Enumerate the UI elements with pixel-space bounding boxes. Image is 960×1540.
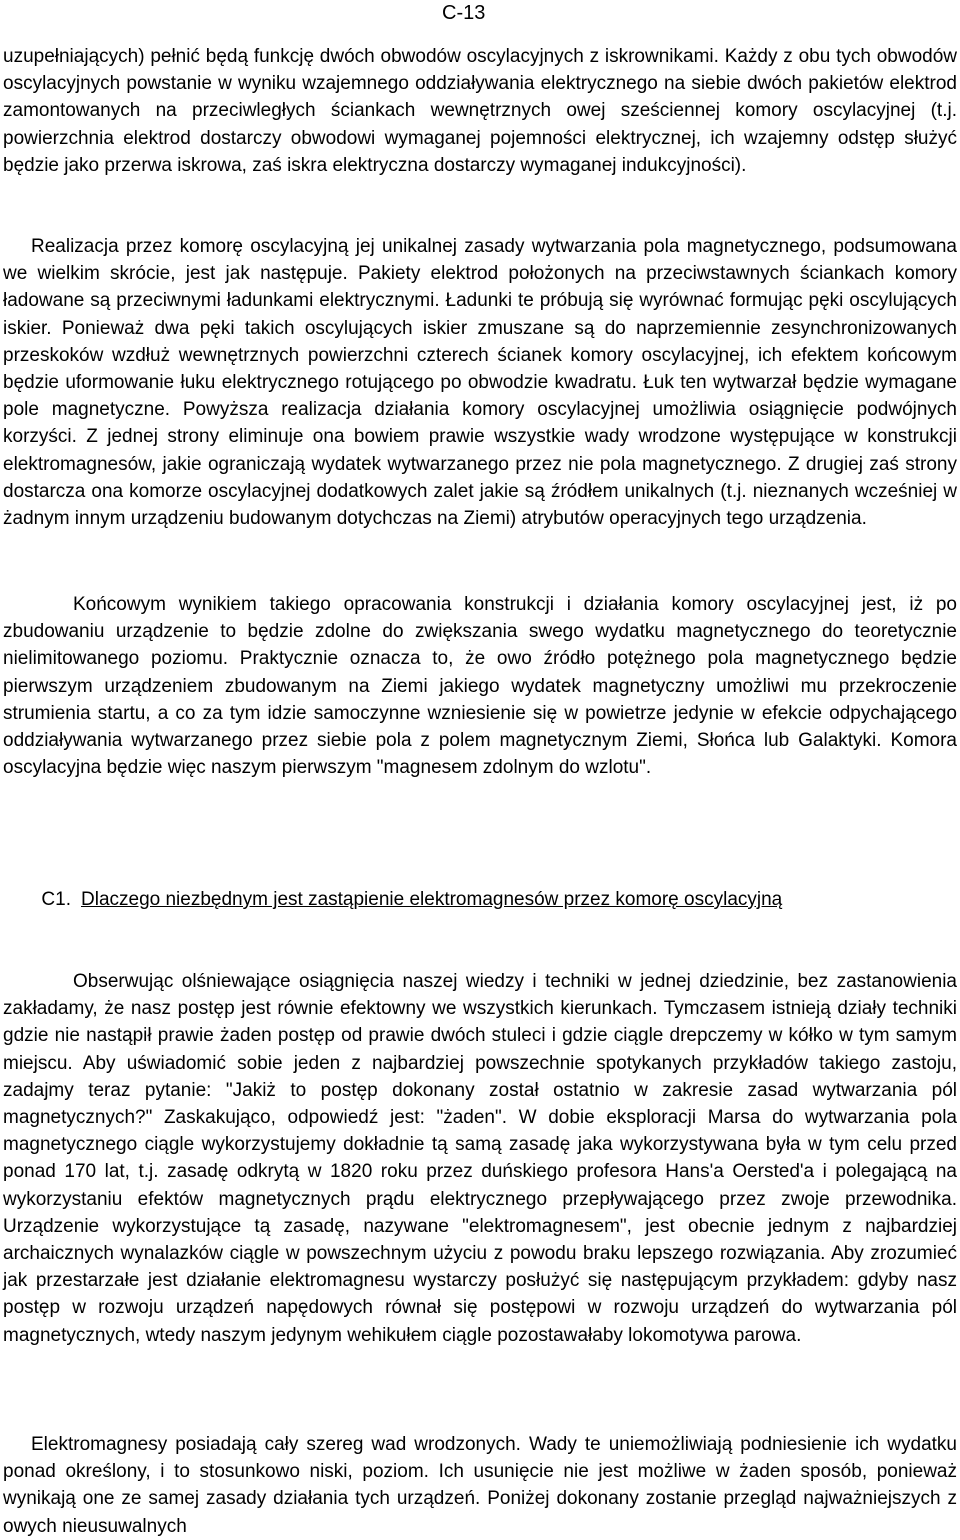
- paragraph-3: Końcowym wynikiem takiego opracowania konstrukcji i działania komory oscylacyjnej jest, iż po zbudowaniu urządzenie to będzie zdolne do zwiększania swego wydatku magnetycznego do teoretycznie nielimitowanego poziomu. Praktycznie oznacza to, że owo źródło potężnego pola magnetycznego będzie pierwszym urządzeniem zbudowanym na Ziemi jakiego wydatek magnetyczny umożliwi mu przekroczenie strumienia startu, a co za tym idzie samoczynne wzniesienie się w powietrze jedynie w efekcie odpychającego oddziaływania wytwarzanego przez siebie pola z polem magnetycznym Ziemi, Słońca lub Galaktyki. Komora oscylacyjna będzie więc naszym pierwszym "magnesem zdolnym do wzlotu".: [3, 594, 957, 779]
- paragraph-1: uzupełniających) pełnić będą funkcję dwóch obwodów oscylacyjnych z iskrownikami. Każdy z obu tych obwodów oscylacyjnych powstanie w wyniku wzajemnego oddziaływania elektrycznego na siebie dwóch pakietów elektrod zamontowanych na przeciwległych ściankach wewnętrznych owej sześciennej komory oscylacyjnej (t.j. powierzchnia elektrod dostarczy obwodowi wymaganej pojemności elektrycznej, ich wzajemny odstęp służyć będzie jako przerwa iskrowa, zaś iskra elektryczna dostarczy wymaganej indukcyjności).: [3, 46, 957, 176]
- paragraph-2: Realizacja przez komorę oscylacyjną jej unikalnej zasady wytwarzania pola magnetycznego, podsumowana we wielkim skrócie, jest jak następuje. Pakiety elektrod położonych na przeciwstawnych ściankach komory ładowane są przeciwnymi ładunkami elektrycznymi. Ładunki te próbują się wyrównać formując pęki oscylujących iskier. Ponieważ dwa pęki takich oscylujących iskier zmuszane są do naprzemiennie zesynchronizowanych przeskoków wzdłuż wewnętrznych powierzchni czterech ścianek komory oscylacyjnej, ich efektem końcowym będzie uformowanie łuku elektrycznego rotującego po obwodzie kwadratu. Łuk ten wytwarzał będzie wymagane pole magnetyczne. Powyższa realizacja działania komory oscylacyjnej umożliwia osiągnięcie podwójnych korzyści. Z jednej strony eliminuje ona bowiem prawie wszystkie wady wrodzone występujące w konstrukcji elektromagnesów, jakie ograniczają wydatek wytwarzanego przez nie pola magnetycznego. Z drugiej zaś strony dostarcza ona komorze oscylacyjnej dodatkowych zalet jakie są źródłem unikalnych (t.j. nieznanych wcześniej w żadnym innym urządzeniu budowanym dotychczas na Ziemi) atrybutów operacyjnych tego urządzenia.: [3, 236, 957, 530]
- paragraph-4: Obserwując olśniewające osiągnięcia naszej wiedzy i techniki w jednej dziedzinie, bez zastanowienia zakładamy, że nasz postęp jest równie efektowny we wszystkich kierunkach. Tymczasem istnieją działy techniki gdzie nie nastąpił prawie żaden postęp od prawie dwóch stuleci i gdzie ciągle drepczemy w kółko w tym samym miejscu. Aby uświadomić sobie jeden z najbardziej powszechnie spotykanych przykładów takiego zastoju, zadajmy teraz pytanie: "Jakiż to postęp dokonany został ostatnio w zakresie zasad wytwarzania pól magnetycznych?" Zaskakująco, odpowiedź jest: "żaden". W dobie eksploracji Marsa do wytwarzania pola magnetycznego ciągle wykorzystujemy dokładnie tą samą zasadę jaka wykorzystywana była w tym celu przed ponad 170 lat, t.j. zasadę odkrytą w 1820 roku przez duńskiego profesora Hans'a Oersted'a i polegającą na wykorzystaniu efektów magnetycznych prądu elektrycznego przepływającego przez zwoje przewodnika. Urządzenie wykorzystujące tą zasadę, nazywane "elektromagnesem", jest obecnie jednym z najbardziej archaicznych wynalazków ciągle w powszechnym użyciu z powodu braku lepszego rozwiązania. Aby zrozumieć jak przestarzałe jest działanie elektromagnesu wystarczy posłużyć się następującym przykładem: gdyby nasz postęp w rozwoju urządzeń napędowych równał się postępowi w rozwoju urządzeń do wytwarzania pól magnetycznych, wtedy naszym jedynym wehikułem ciągle pozostawałaby lokomotywa parowa.: [3, 971, 957, 1346]
- section-title: Dlaczego niezbędnym jest zastąpienie elektromagnesów przez komorę oscylacyjną: [81, 889, 783, 910]
- page-number: C-13: [442, 2, 486, 24]
- paragraph-5: Elektromagnesy posiadają cały szereg wad wrodzonych. Wady te uniemożliwiają podniesienie ich wydatku ponad określony, i to stosunkowo niski, poziom. Ich usunięcie nie jest możliwe w żaden sposób, ponieważ wynikają one ze samej zasady działania tych urządzeń. Poniżej dokonany zostanie przegląd najważniejszych z owych nieusuwalnych: [3, 1434, 957, 1537]
- section-heading: [3, 885, 957, 915]
- section-number: C1.: [41, 889, 71, 910]
